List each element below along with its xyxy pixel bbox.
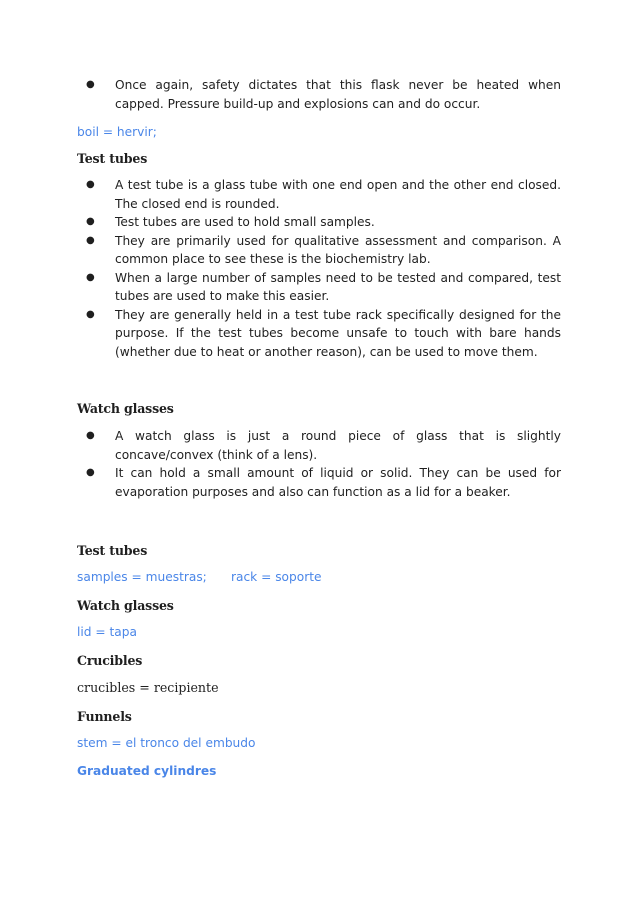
glossary-watch-glasses-heading: Watch glasses xyxy=(77,598,174,613)
test-tubes-heading: Test tubes xyxy=(77,151,148,166)
list-item xyxy=(77,76,561,113)
bullet-icon: ● xyxy=(86,271,95,283)
glossary-crucibles: crucibles = recipiente xyxy=(77,680,219,695)
bullet-icon: ● xyxy=(86,430,95,441)
bullet-icon: ● xyxy=(86,179,95,190)
list-item-text: When a large number of samples need to be tested and compared, test tubes are used to make this easier. xyxy=(115,270,561,303)
bullet-icon: ● xyxy=(86,216,95,227)
glossary-rack: rack = soporte xyxy=(231,570,322,584)
intro-bullet-list xyxy=(77,76,561,113)
list-item xyxy=(77,427,561,464)
glossary-test-tubes-row xyxy=(77,570,561,584)
glossary-funnels-heading: Funnels xyxy=(77,709,132,724)
document-content xyxy=(77,76,561,778)
list-item-text: They are generally held in a test tube rack specifically designed for the purpose. If the test tubes become unsafe to touch with bare hands (whether due to heat or another reason), can be used to move them. xyxy=(115,307,561,359)
bullet-icon: ● xyxy=(86,467,95,478)
list-item-text: Test tubes are used to hold small samples. xyxy=(115,215,375,229)
list-item xyxy=(77,269,561,306)
glossary-crucibles-heading: Crucibles xyxy=(77,653,143,668)
list-item xyxy=(77,306,561,362)
list-item-text: They are primarily used for qualitative assessment and comparison. A common place to see these is the biochemistry lab. xyxy=(115,233,561,266)
watch-glasses-bullet-list xyxy=(77,427,561,501)
list-item xyxy=(77,232,561,269)
bullet-icon: ● xyxy=(86,234,95,246)
list-item-text: Once again, safety dictates that this flask never be heated when capped. Pressure build-up and explosions can and do occur. xyxy=(115,78,561,111)
test-tubes-bullet-list xyxy=(77,176,561,361)
watch-glasses-heading: Watch glasses xyxy=(77,401,174,416)
glossary-stem: stem = el tronco del embudo xyxy=(77,736,256,750)
list-item-text: It can hold a small amount of liquid or solid. They can be used for evaporation purposes and also can function as a lid for a beaker. xyxy=(115,466,561,499)
glossary-lid: lid = tapa xyxy=(77,625,137,639)
list-item-text: A test tube is a glass tube with one end open and the other end closed. The closed end is rounded. xyxy=(115,178,561,211)
list-item xyxy=(77,213,561,232)
bullet-icon: ● xyxy=(86,308,95,320)
boil-note: boil = hervir; xyxy=(77,125,157,139)
glossary-samples: samples = muestras; xyxy=(77,570,207,584)
list-item xyxy=(77,464,561,501)
bullet-icon: ● xyxy=(86,79,95,90)
glossary-test-tubes-heading: Test tubes xyxy=(77,543,148,558)
list-item-text: A watch glass is just a round piece of glass that is slightly concave/convex (think of a lens). xyxy=(115,429,561,462)
list-item xyxy=(77,176,561,213)
glossary-graduated-cylinders: Graduated cylindres xyxy=(77,764,217,778)
